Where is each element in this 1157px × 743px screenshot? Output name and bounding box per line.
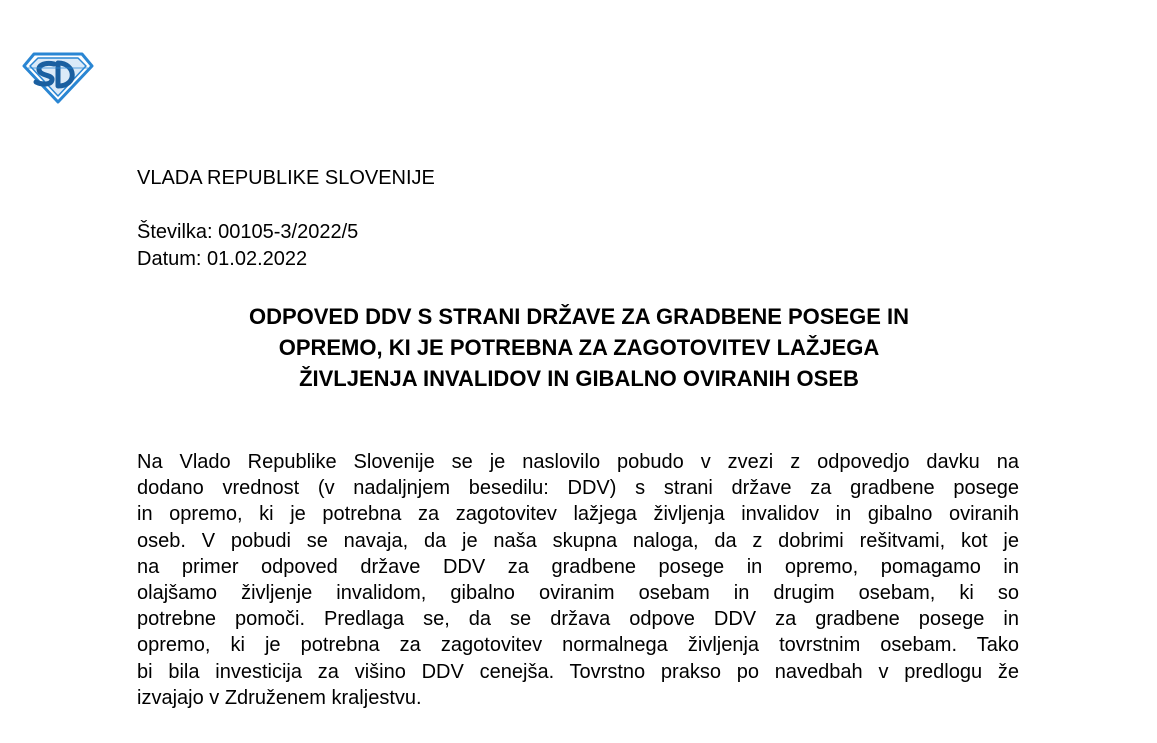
body-line: Na Vlado Republike Slovenije se je naslovilo pobudo v zvezi z odpovedjo davku na [137,451,1019,473]
title-line: ODPOVED DDV S STRANI DRŽAVE ZA GRADBENE POSEGE IN [248,304,910,329]
document-date: Datum: 01.02.2022 [137,248,308,270]
document-number: Številka: 00105-3/2022/5 [137,221,359,243]
government-emblem-icon [20,48,96,104]
body-line: bi bila investicija za višino DDV cenejša. Tovrstno prakso po navedbah v predlogu že [137,660,1019,683]
government-logo [20,48,96,104]
body-line: potrebne pomoči. Predlaga se, da se država odpove DDV za gradbene posege in [137,608,1019,631]
body-line: opremo, ki je potrebna za zagotovitev normalnega življenja tovrstnim osebam. Tako [137,634,1019,657]
organization-name: VLADA REPUBLIKE SLOVENIJE [137,167,435,189]
body-line: olajšamo življenje invalidom, gibalno oviranim osebam in drugim osebam, ki so [137,581,1019,604]
document-meta [137,219,358,273]
body-line: na primer odpoved države DDV za gradbene posege in opremo, pomagamo in [137,555,1019,578]
title-line: ŽIVLJENJA INVALIDOV IN GIBALNO OVIRANIH OSEB [299,366,859,391]
body-line: in opremo, ki je potrebna za zagotovitev lažjega življenja invalidov in gibalno oviranih [137,503,1019,526]
body-paragraph [137,449,1019,711]
title-line: OPREMO, KI JE POTREBNA ZA ZAGOTOVITEV LAŽJEGA [278,335,880,360]
document-title [137,301,1021,394]
body-line: oseb. V pobudi se navaja, da je naša skupna naloga, da z dobrimi rešitvami, kot je [137,529,1019,552]
body-line: dodano vrednost (v nadaljnjem besedilu: DDV) s strani države za gradbene posege [137,477,1019,500]
body-line: izvajajo v Združenem kraljestvu. [137,686,422,709]
